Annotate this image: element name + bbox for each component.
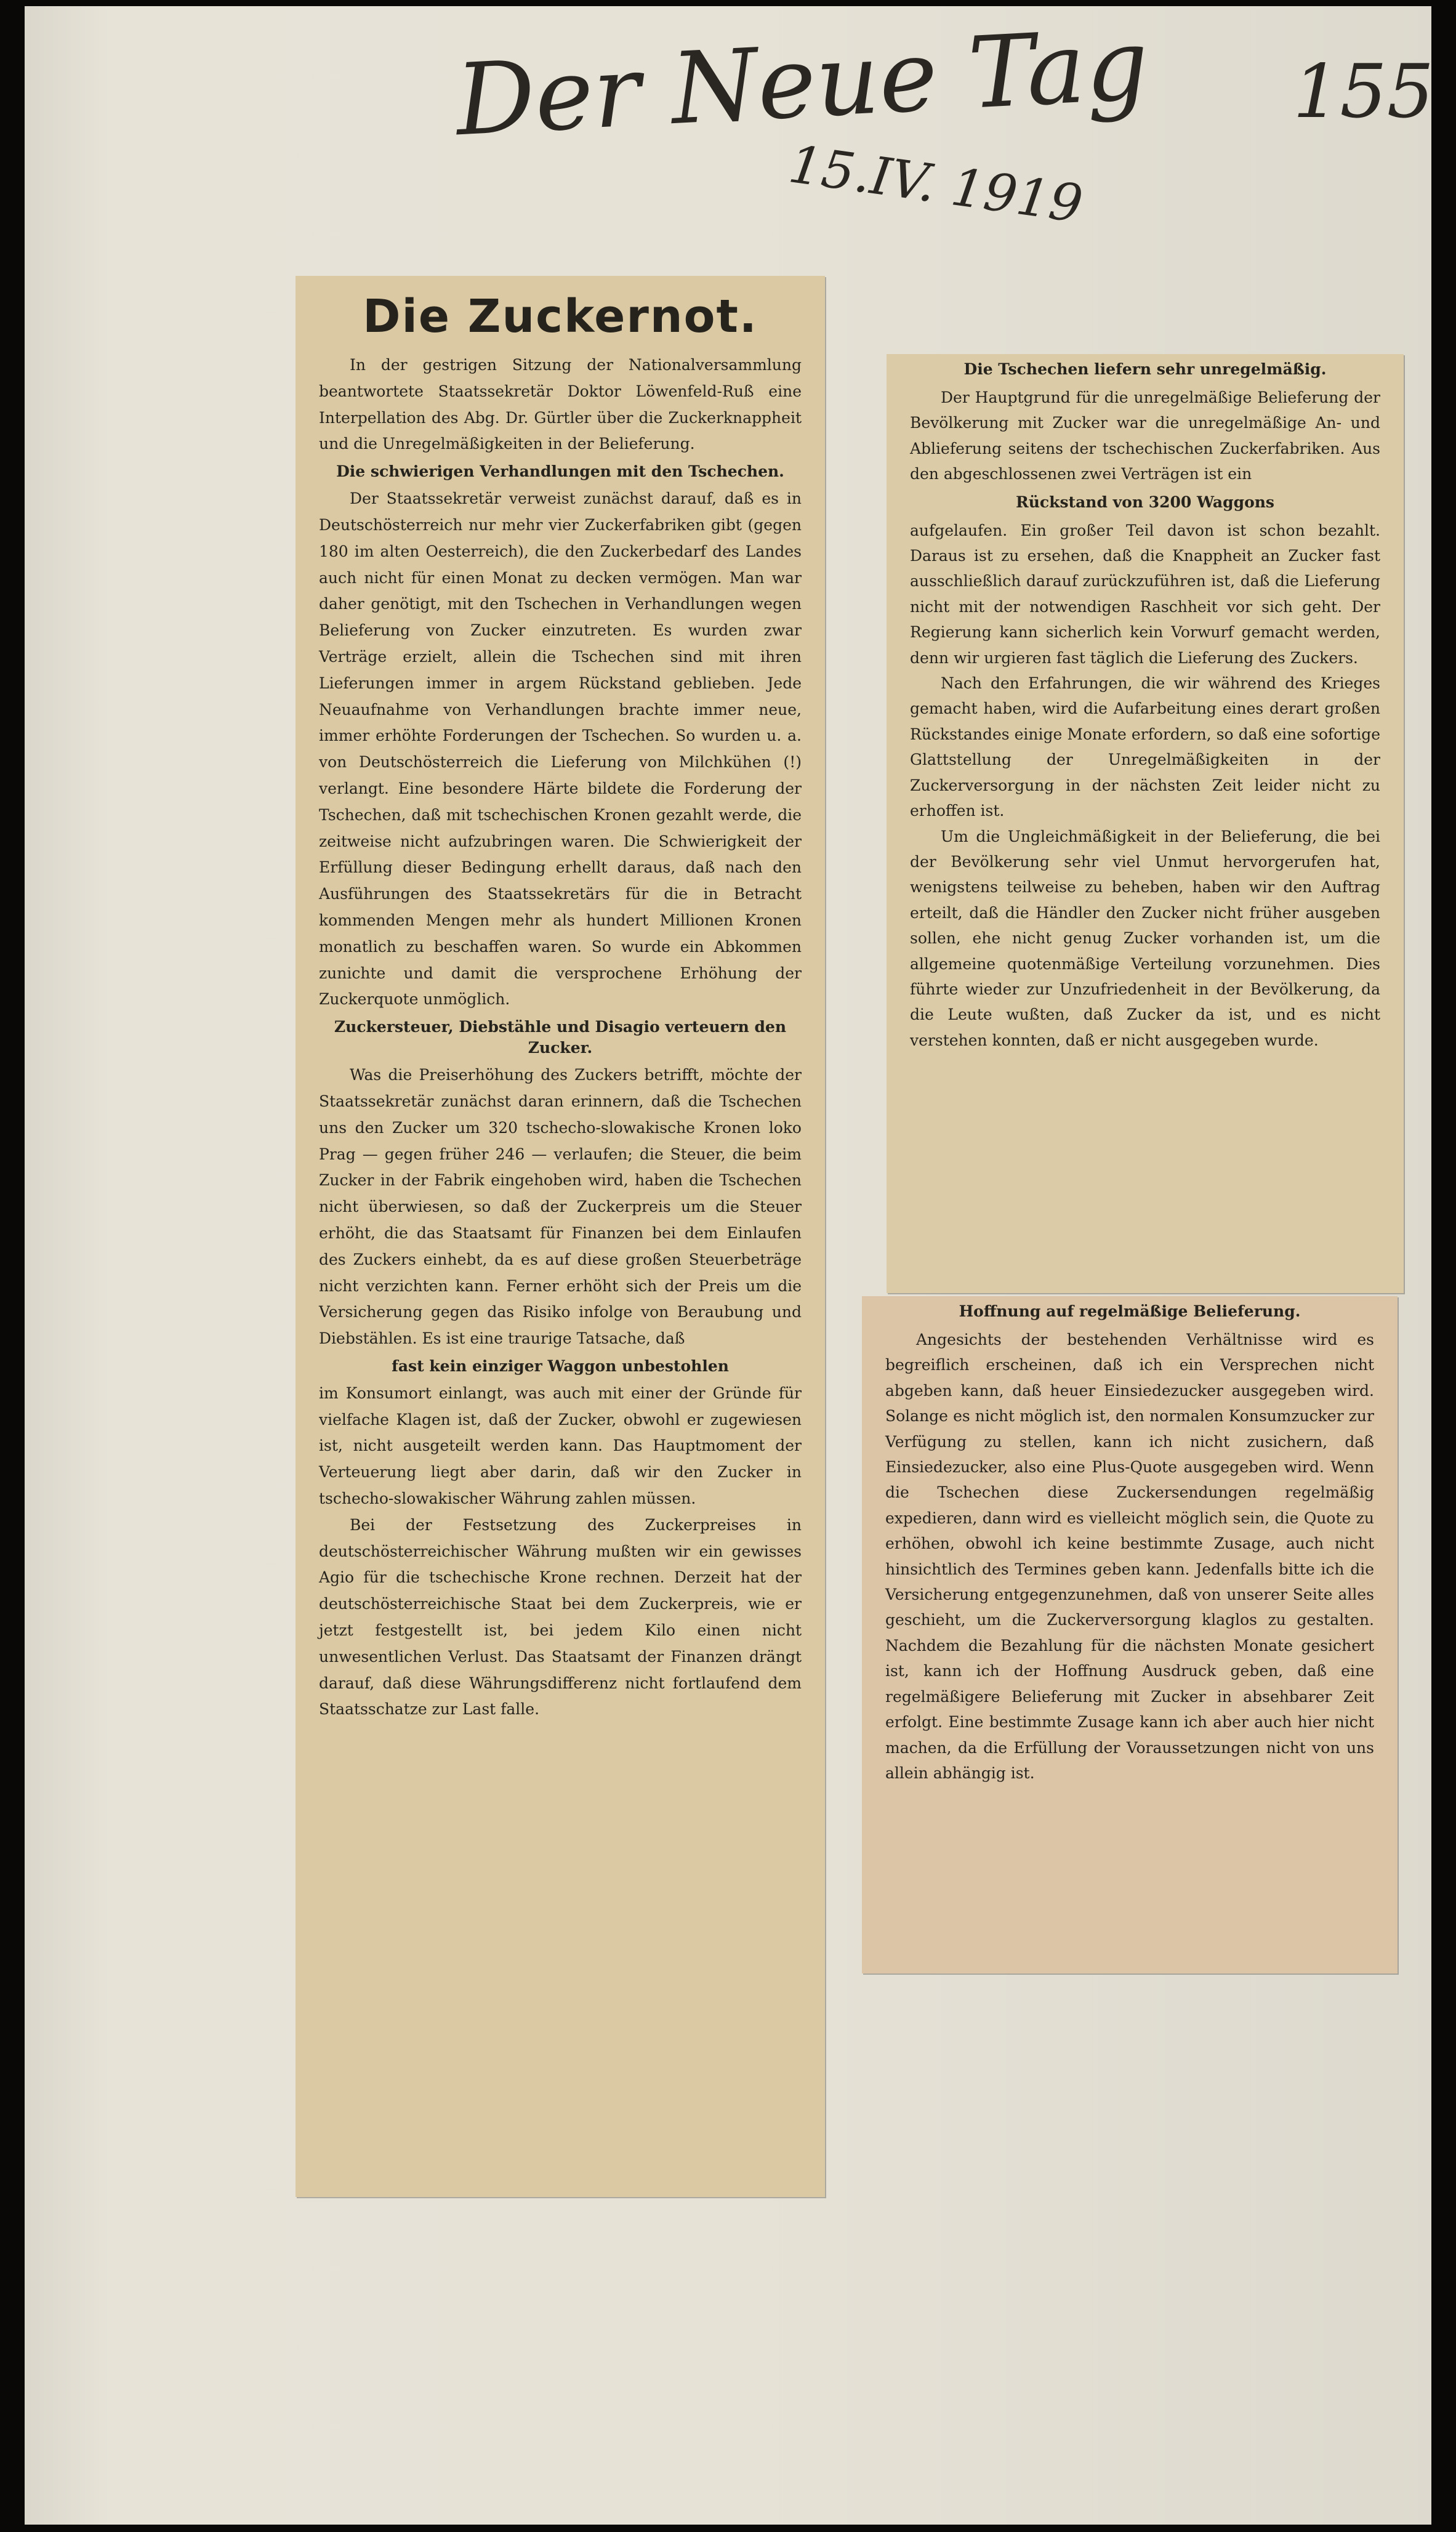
article-headline: Die Zuckernot. <box>363 290 758 343</box>
section-heading: fast kein einziger Waggon unbestohlen <box>392 1357 729 1375</box>
section-heading: Hoffnung auf regelmäßige Belieferung. <box>959 1302 1301 1320</box>
section-heading: Die Tschechen liefern sehr unregelmäßig. <box>963 360 1327 378</box>
handwritten-date: 15.IV. 1919 <box>785 134 1087 235</box>
section-heading: Die schwierigen Verhandlungen mit den Tschechen. <box>336 462 784 481</box>
clipping-right-bottom <box>862 1296 1398 1974</box>
section-paragraph: aufgelaufen. Ein großer Teil davon ist schon bezahlt. Daraus ist zu ersehen, daß die Knappheit an Zucker fast ausschließlich darauf zurückzuführen ist, daß die Lieferung nicht mit der notwendigen Raschheit vor sich geht. Der Regierung kann sicherlich kein Vorwurf gemacht werden, denn wir urgieren fast täglich die Lieferung des Zuckers. <box>910 521 1380 667</box>
clipping-right-top <box>887 354 1404 1293</box>
section-paragraph: Der Hauptgrund für die unregelmäßige Belieferung der Bevölkerung mit Zucker war die unregelmäßige An- und Ablieferung seitens der tschechischen Zuckerfabriken. Aus den abgeschlossenen zwei Verträgen ist ein <box>910 389 1380 483</box>
clipping-left-column <box>296 276 825 2197</box>
section-heading: Zuckersteuer, Diebstähle und Disagio verteuern den Zucker. <box>334 1018 787 1057</box>
section-paragraph: im Konsumort einlangt, was auch mit einer der Gründe für vielfache Klagen ist, daß der Zucker, obwohl er zugewiesen ist, nicht ausgeteilt werden kann. Das Hauptmoment der Verteuerung liegt aber darin, daß wir den Zucker in tschecho-slowakischer Währung zahlen müssen. <box>319 1384 802 1508</box>
archive-sheet <box>25 6 1434 2525</box>
section-paragraph: Bei der Festsetzung des Zuckerpreises in deutschösterreichischer Währung mußten wir ein gewisses Agio für die tschechische Krone rechnen. Derzeit hat der deutschösterreichische Staat bei dem Zuckerpreis, wie er jetzt festgestellt ist, bei jedem Kilo einen nicht unwesentlichen Verlust. Das Staatsamt der Finanzen drängt darauf, daß diese Währungsdifferenz nicht fortlaufend dem Staatsschatze zur Last falle. <box>319 1515 802 1719</box>
handwritten-page-number: 155 <box>1293 49 1434 135</box>
section-heading: Rückstand von 3200 Waggons <box>1015 493 1275 511</box>
section-paragraph: Um die Ungleichmäßigkeit in der Belieferung, die bei der Bevölkerung sehr viel Unmut hervorgerufen hat, wenigstens teilweise zu beheben, haben wir den Auftrag erteilt, daß die Händler den Zucker nicht früher ausgeben sollen, ehe nicht genug Zucker vorhanden ist, um die allgemeine quotenmäßige Verteilung vorzunehmen. Dies führte wieder zur Unzufriedenheit in der Bevölkerung, da die Leute wußten, daß Zucker da ist, und es nicht verstehen konnten, daß er nicht ausgegeben wurde. <box>910 827 1380 1049</box>
section-paragraph: Der Staatssekretär verweist zunächst darauf, daß es in Deutschösterreich nur mehr vier Zuckerfabriken gibt (gegen 180 im alten Oesterreich), die den Zuckerbedarf des Landes auch nicht für einen Monat zu decken vermögen. Man war daher genötigt, mit den Tschechen in Verhandlungen wegen Belieferung von Zucker einzutreten. Es wurden zwar Verträge erzielt, allein die Tschechen sind mit ihren Lieferungen immer in argem Rückstand geblieben. Jede Neuaufnahme von Verhandlungen brachte immer neue, immer erhöhte Forderungen der Tschechen. So wurden u. a. von Deutschösterreich die Lieferung von Milchkühen (!) verlangt. Eine besondere Härte bildete die Forderung der Tschechen, daß mit tschechischen Kronen gezahlt werde, die zeitweise nicht aufzubringen waren. Die Schwierigkeit der Erfüllung dieser Bedingung erhellt daraus, daß nach den Ausführungen des Staatssekretärs für die in Betracht kommenden Mengen mehr als hundert Millionen Kronen monatlich zu beschaffen waren. So wurde ein Abkommen zunichte und damit die versprochene Erhöhung der Zuckerquote unmöglich. <box>319 490 802 1009</box>
section-paragraph: Was die Preiserhöhung des Zuckers betrifft, möchte der Staatssekretär zunächst daran erinnern, daß die Tschechen uns den Zucker um 320 tschecho-slowakische Kronen loko Prag — gegen früher 246 — verlaufen; die Steuer, die beim Zucker in der Fabrik eingehoben wird, haben die Tschechen nicht überwiesen, so daß der Zuckerpreis um die Steuer erhöht, die das Staatsamt für Finanzen bei dem Einlaufen des Zuckers einhebt, da es auf diese großen Steuerbeträge nicht verzichten kann. Ferner erhöht sich der Preis um die Versicherung gegen das Risiko infolge von Beraubung und Diebstählen. Es ist eine traurige Tatsache, daß <box>319 1066 802 1348</box>
handwritten-newspaper-title: Der Neue Tag <box>452 6 1151 158</box>
article-intro: In der gestrigen Sitzung der Nationalversammlung beantwortete Staatssekretär Doktor Löwenfeld-Ruß eine Interpellation des Abg. Dr. Gürtler über die Zuckerknappheit und die Unregelmäßigkeiten in der Belieferung. <box>319 356 802 453</box>
section-paragraph: Angesichts der bestehenden Verhältnisse wird es begreiflich erscheinen, daß ich ein Versprechen nicht abgeben kann, daß heuer Einsiedezucker ausgegeben wird. Solange es nicht möglich ist, den normalen Konsumzucker zur Verfügung zu stellen, kann ich nicht zusichern, daß Einsiedezucker, also eine Plus-Quote ausgegeben wird. Wenn die Tschechen diese Zuckersendungen regelmäßig expedieren, dann wird es vielleicht möglich sein, die Quote zu erhöhen, obwohl ich keine bestimmte Zusage, auch nicht hinsichtlich des Termines geben kann. Jedenfalls bitte ich die Versicherung entgegenzunehmen, daß von unserer Seite alles geschieht, um die Zuckerversorgung klaglos zu gestalten. Nachdem die Bezahlung für die nächsten Monate gesichert ist, kann ich der Hoffnung Ausdruck geben, daß eine regelmäßigere Belieferung mit Zucker in absehbarer Zeit erfolgt. Eine bestimmte Zusage kann ich aber auch hier nicht machen, da die Erfüllung der Voraussetzungen nicht von uns allein abhängig ist. <box>885 1331 1374 1782</box>
section-paragraph: Nach den Erfahrungen, die wir während des Krieges gemacht haben, wird die Aufarbeitung eines derart großen Rückstandes einige Monate erfordern, so daß eine sofortige Glattstellung der Unregelmäßigkeiten in der Zuckerversorgung in der nächsten Zeit leider nicht zu erhoffen ist. <box>910 674 1380 820</box>
